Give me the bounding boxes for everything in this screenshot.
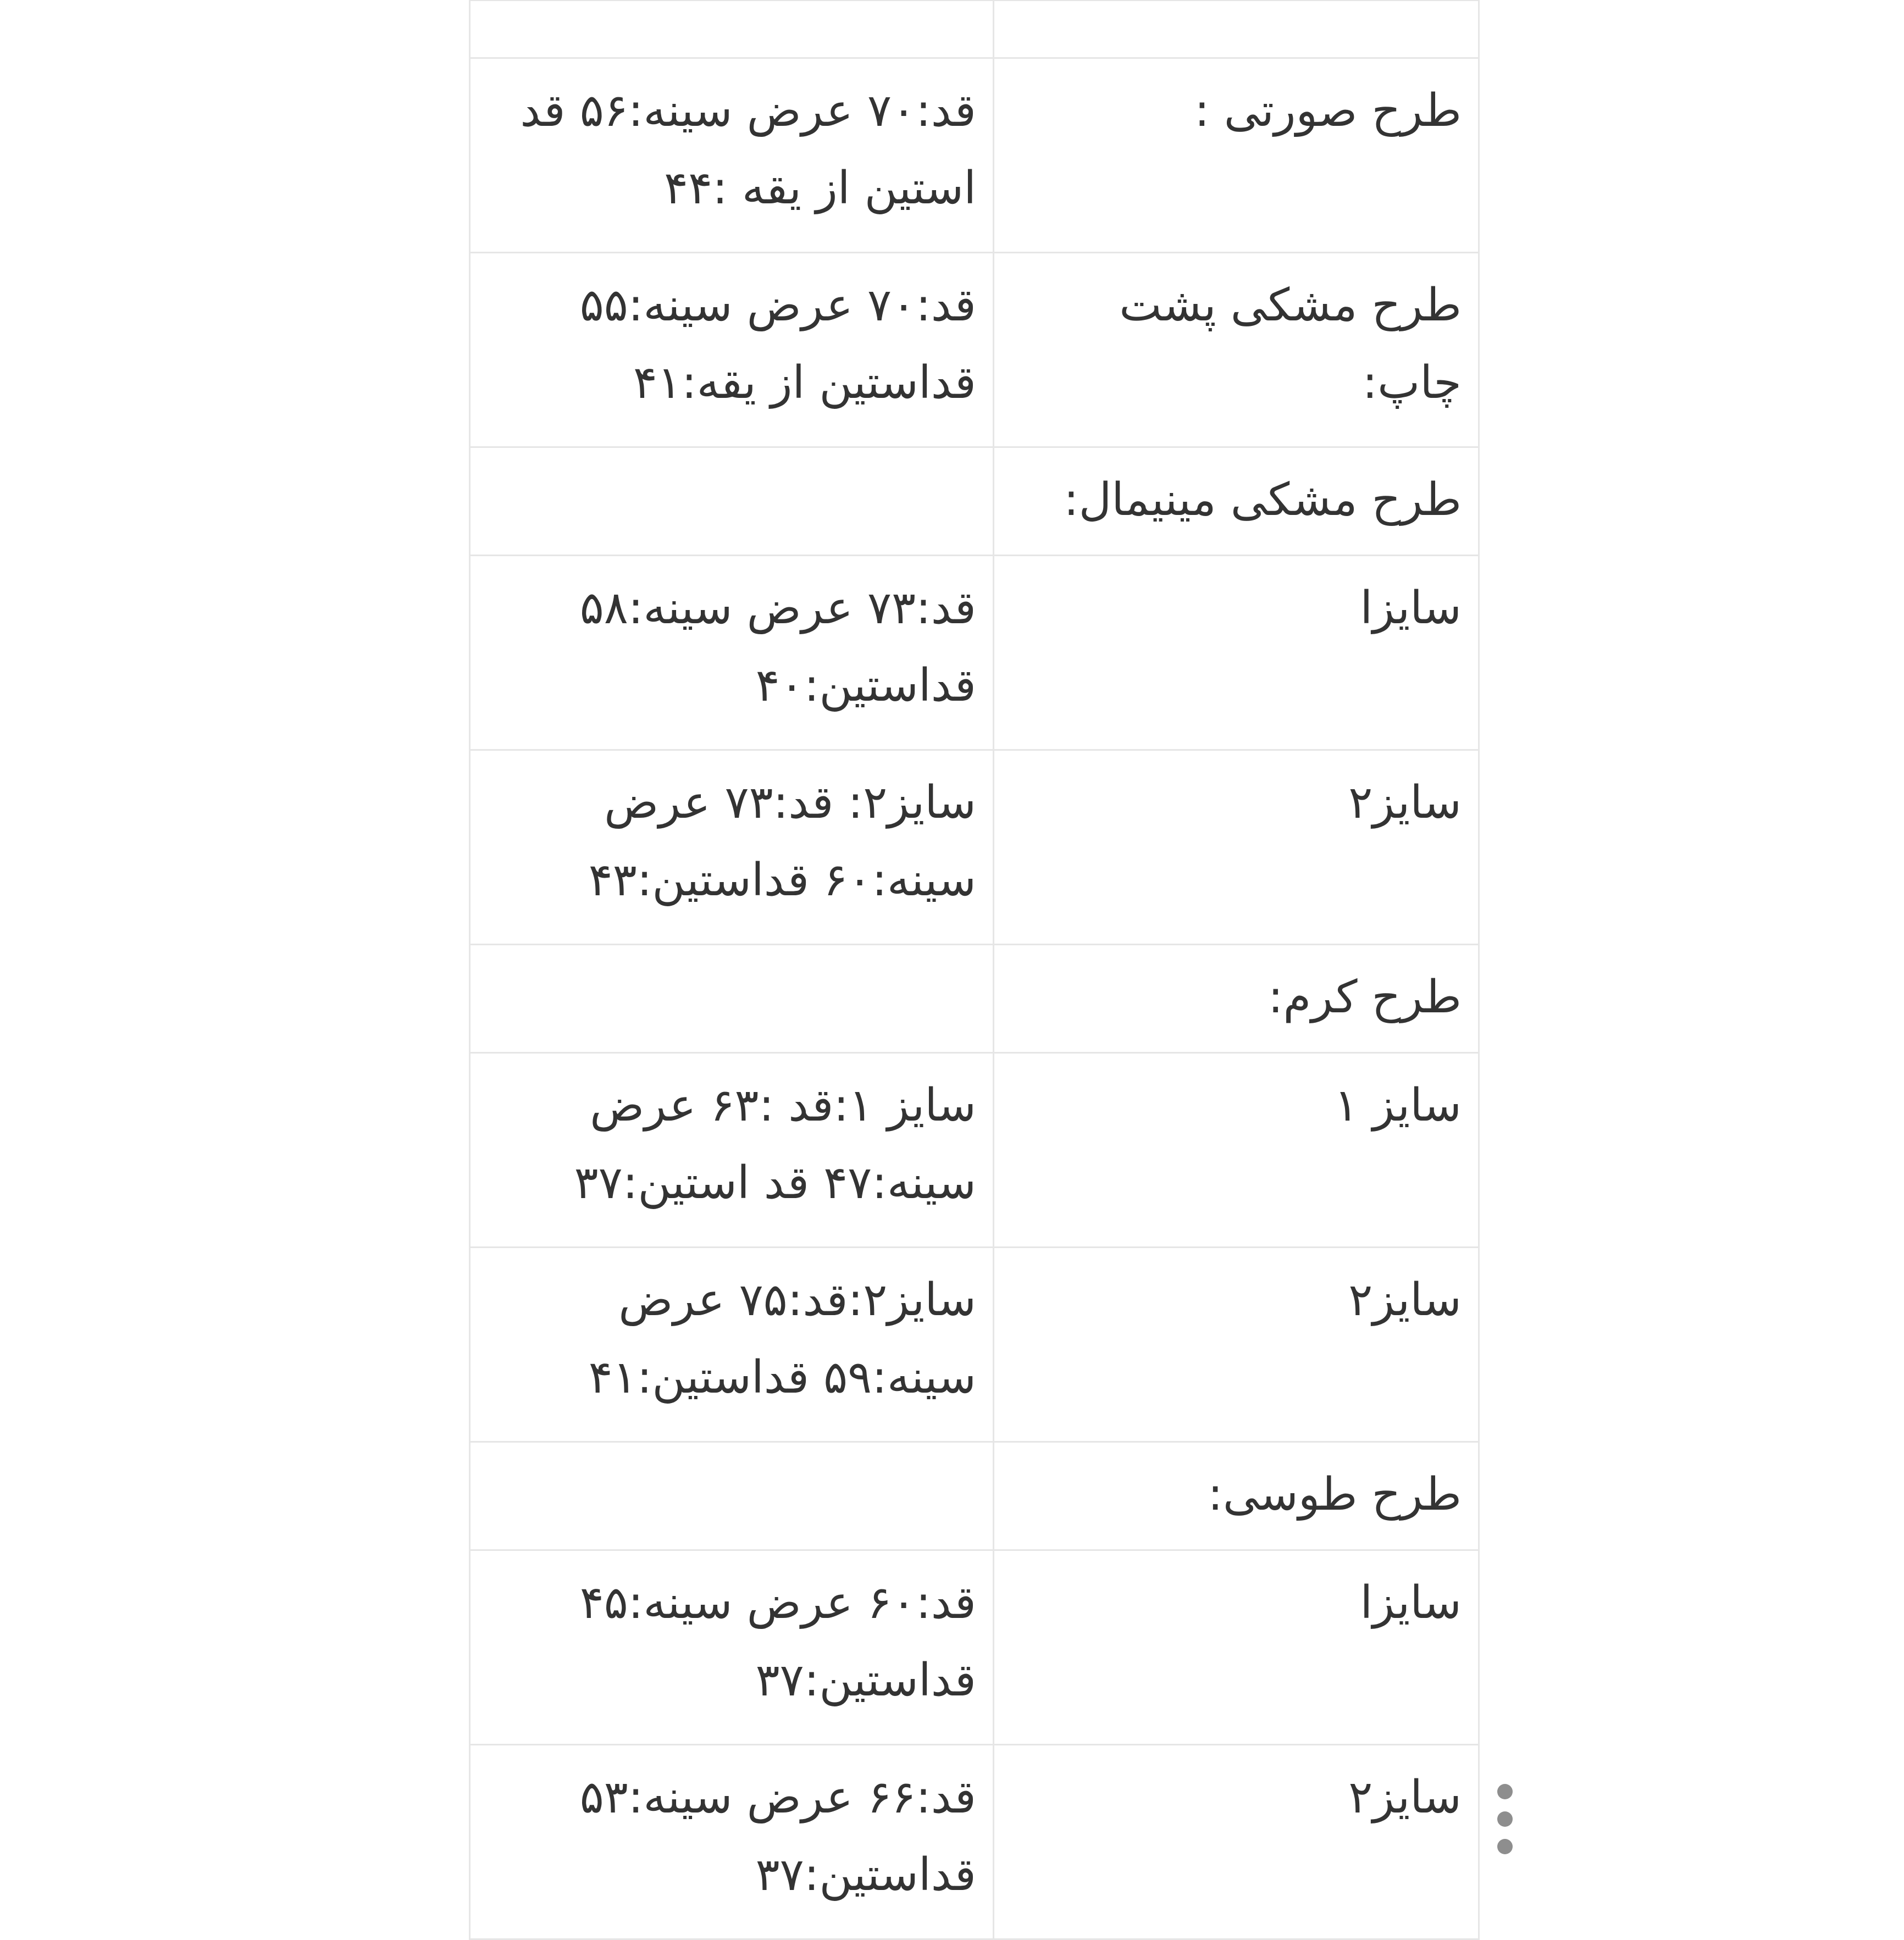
design-name-cell [994,1053,1479,1248]
table-row [470,556,1479,750]
design-name: سایز۲ [1348,1274,1462,1326]
table-row [470,1053,1479,1248]
more-options-button[interactable] [1484,1781,1526,1858]
design-name-cell [994,1442,1479,1550]
design-name: سایز۲ [1348,777,1462,829]
design-name: طرح مشکی مینیمال: [1063,474,1462,526]
design-name-cell [994,253,1479,447]
design-name-cell [994,1745,1479,1939]
design-name: طرح کرم: [1268,971,1462,1023]
design-name: سایز ۱ [1334,1079,1462,1132]
measurements-cell [470,1745,994,1939]
table-row [470,750,1479,945]
design-name-cell [994,58,1479,253]
measurements-cell [470,447,994,556]
design-name: طرح مشکی پشت چاپ: [1119,279,1462,409]
measurements-cell [470,750,994,945]
measurements: قد:۶۶ عرض سینه:۵۳ قداستین:۳۷ [579,1771,976,1901]
measurements: سایز۲:قد:۷۵ عرض سینه:۵۹ قداستین:۴۱ [588,1274,976,1404]
design-name: سایز۲ [1348,1771,1462,1823]
design-name: سایزا [1360,582,1462,634]
design-name: سایزا [1360,1577,1462,1629]
measurements-cell [470,556,994,750]
dot [1497,1784,1513,1799]
table-row [470,945,1479,1053]
design-name-cell [994,447,1479,556]
design-name: طرح صورتی : [1194,85,1462,137]
measurements: قد:۶۰ عرض سینه:۴۵ قداستین:۳۷ [579,1577,976,1706]
table-row [470,1,1479,58]
table-row [470,58,1479,253]
dot [1497,1811,1513,1827]
measurements-cell [470,1,994,58]
design-name-cell [994,750,1479,945]
table-row [470,1550,1479,1745]
measurements: قد:۷۳ عرض سینه:۵۸ قداستین:۴۰ [579,582,976,712]
measurements-cell [470,253,994,447]
measurements: قد:۷۰ عرض سینه:۵۶ قد استین از یقه :۴۴ [520,85,976,214]
table-row [470,253,1479,447]
dot [1497,1839,1513,1854]
measurements-cell [470,58,994,253]
measurements-cell [470,945,994,1053]
table-row [470,1442,1479,1550]
design-name-cell [994,556,1479,750]
design-name-cell [994,945,1479,1053]
design-name-cell [994,1550,1479,1745]
measurements: سایز۲: قد:۷۳ عرض سینه:۶۰ قداستین:۴۳ [588,777,976,906]
design-name: طرح طوسی: [1208,1468,1462,1521]
measurements: قد:۷۰ عرض سینه:۵۵ قداستین از یقه:۴۱ [579,279,976,409]
design-name-cell [994,1,1479,58]
measurements-cell [470,1442,994,1550]
measurements-cell [470,1550,994,1745]
table-row [470,447,1479,556]
measurements: سایز ۱:قد :۶۳ عرض سینه:۴۷ قد استین:۳۷ [574,1079,976,1209]
table-row [470,1745,1479,1939]
table-row [470,1248,1479,1442]
measurements-cell [470,1248,994,1442]
size-table [469,0,1480,1940]
measurements-cell [470,1053,994,1248]
design-name-cell [994,1248,1479,1442]
